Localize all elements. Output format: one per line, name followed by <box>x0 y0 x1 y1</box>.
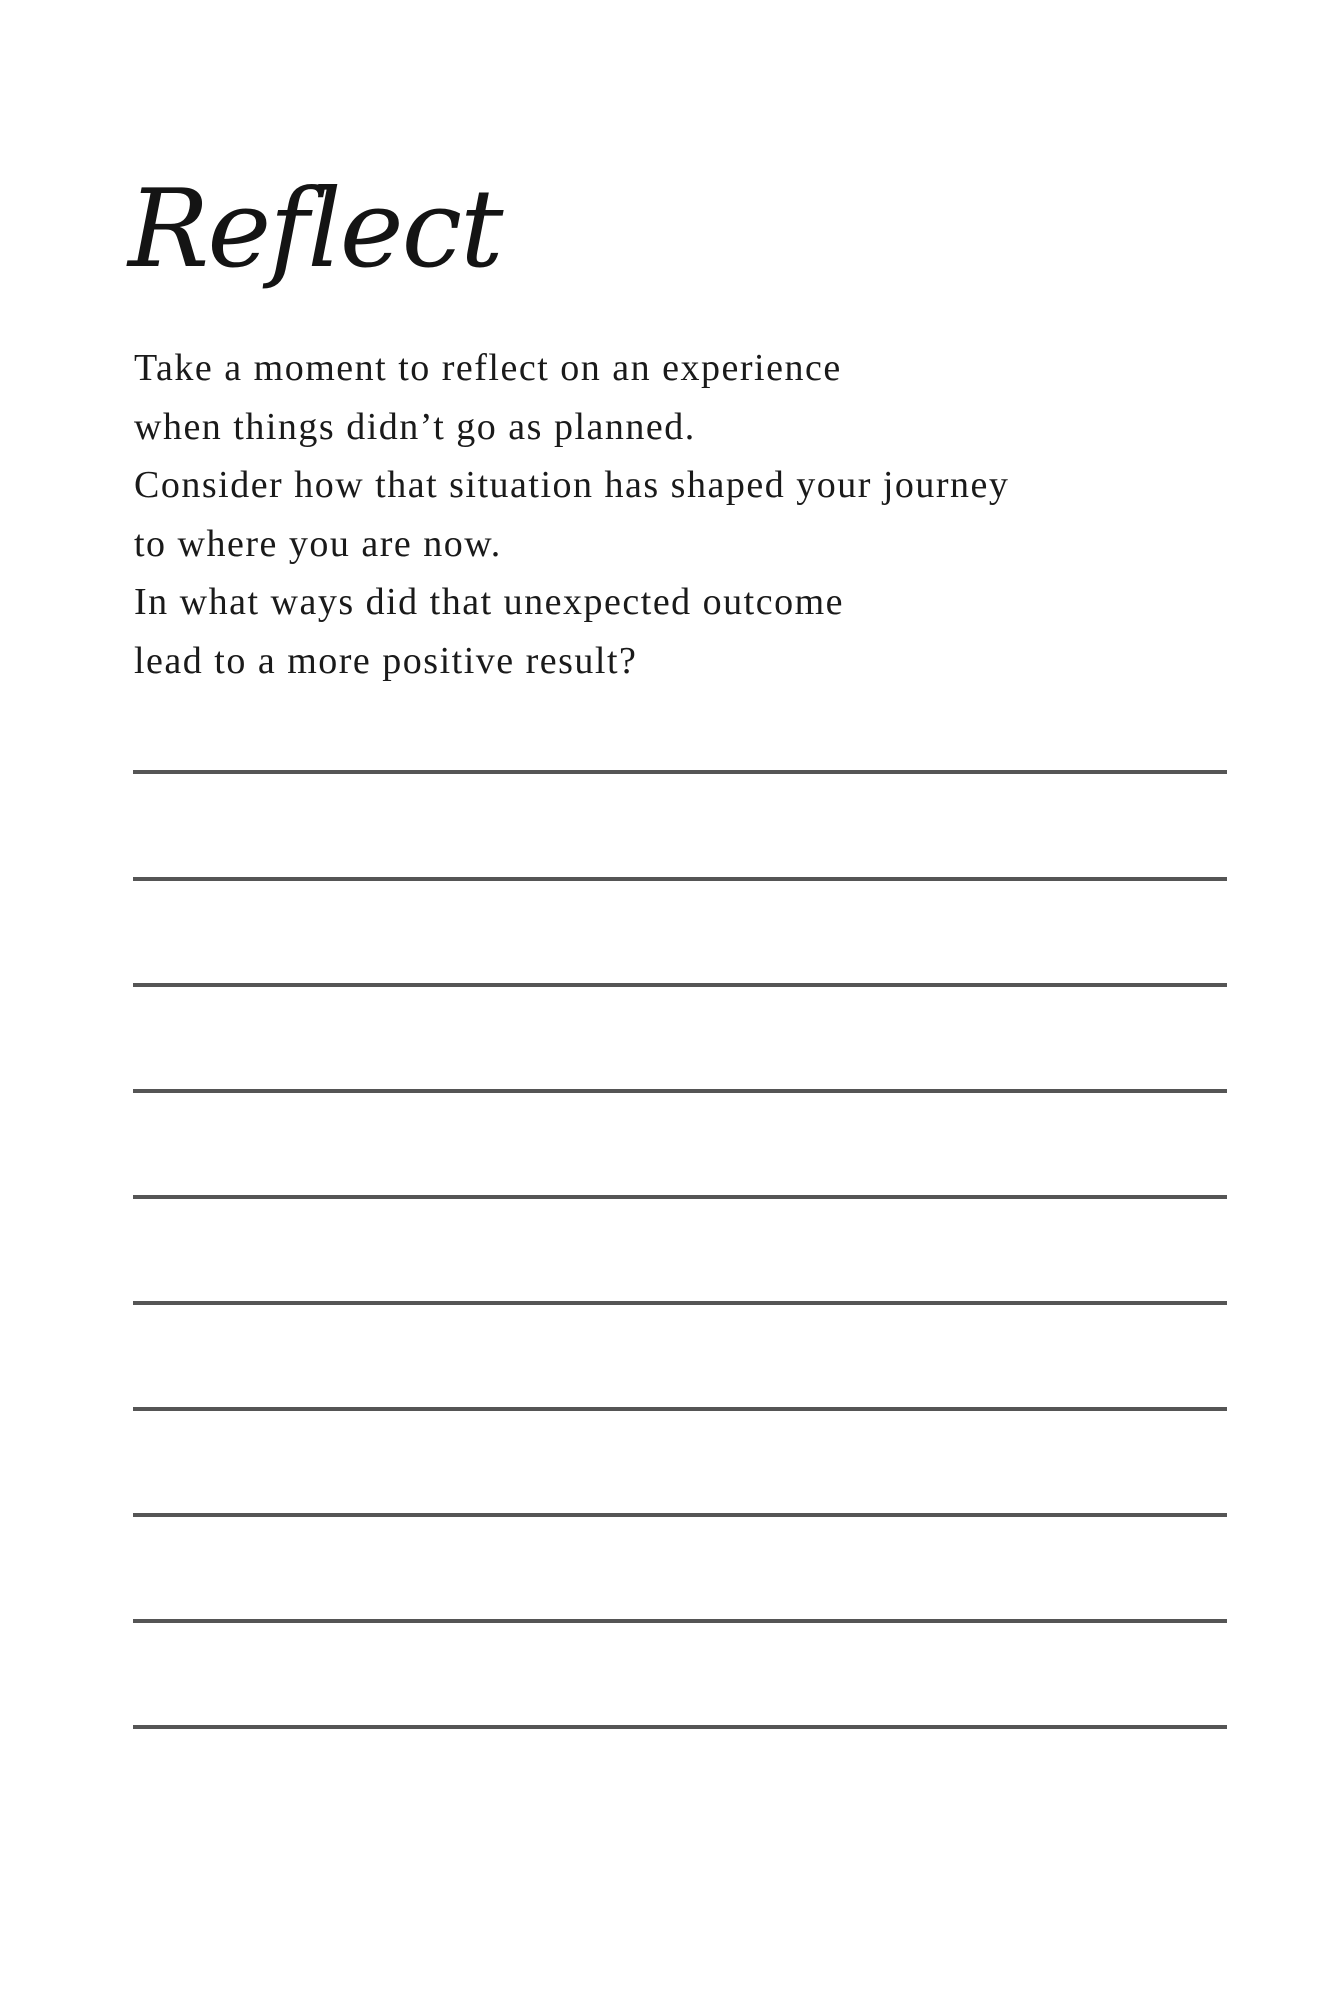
writing-line[interactable] <box>133 1619 1227 1623</box>
writing-line[interactable] <box>133 1089 1227 1093</box>
writing-line[interactable] <box>133 1513 1227 1517</box>
prompt-line: Take a moment to reflect on an experience <box>134 347 842 389</box>
writing-line[interactable] <box>133 1195 1227 1199</box>
writing-line[interactable] <box>133 983 1227 987</box>
prompt-line: In what ways did that unexpected outcome <box>134 581 845 623</box>
reflection-prompt <box>134 339 1134 690</box>
page-title: Reflect <box>128 167 502 292</box>
writing-line[interactable] <box>133 1725 1227 1729</box>
prompt-line: Consider how that situation has shaped your journey <box>134 464 1010 506</box>
prompt-line: to where you are now. <box>134 522 502 565</box>
prompt-line: when things didn’t go as planned. <box>134 405 696 448</box>
writing-line[interactable] <box>133 770 1227 774</box>
writing-line[interactable] <box>133 1407 1227 1411</box>
writing-line[interactable] <box>133 1301 1227 1305</box>
prompt-line: lead to a more positive result? <box>134 639 638 682</box>
writing-line[interactable] <box>133 877 1227 881</box>
